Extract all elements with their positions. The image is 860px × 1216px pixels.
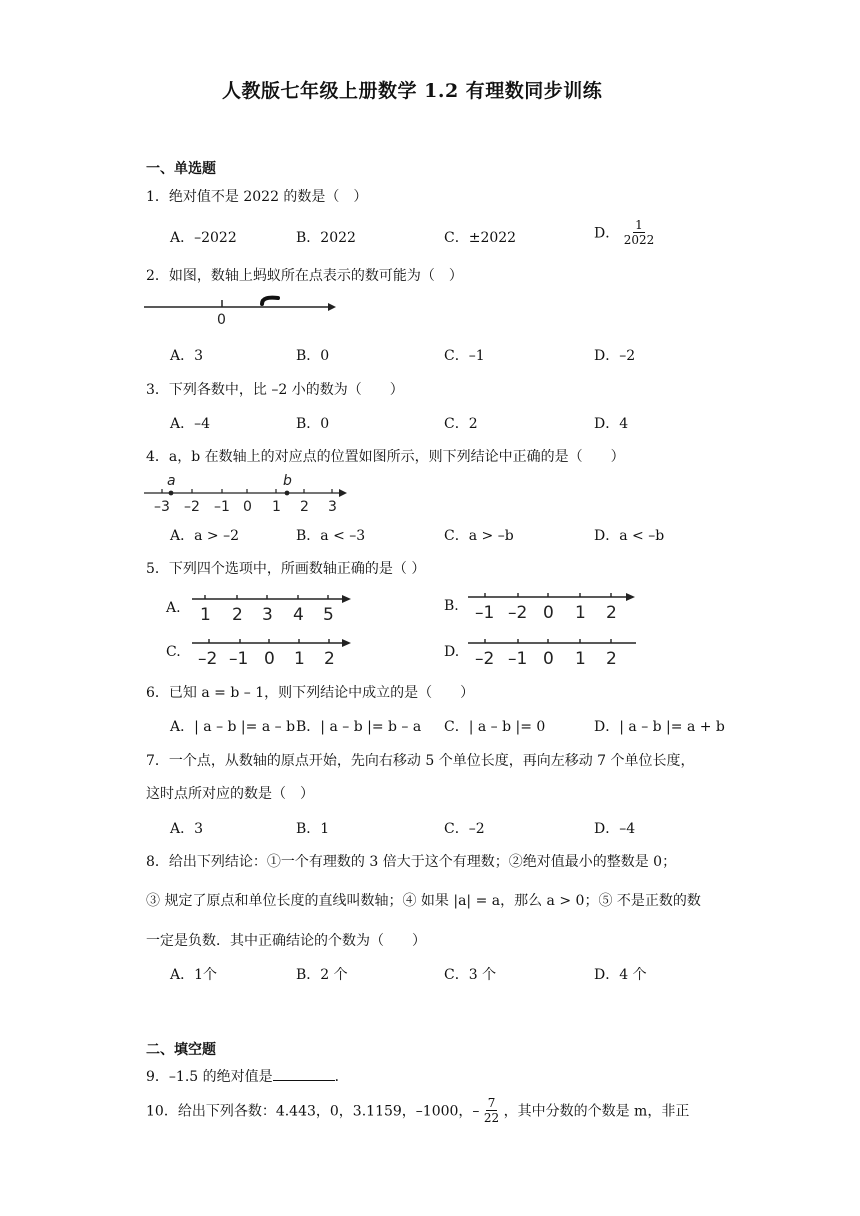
q4-option-b: B．a < –3 bbox=[296, 528, 366, 544]
q3-option-d: D．4 bbox=[594, 416, 629, 432]
question-10-suffix: ，其中分数的个数是 m，非正 bbox=[503, 1103, 690, 1120]
q5-option-a-label: A. bbox=[166, 600, 181, 616]
q2-axis-zero-label: 0 bbox=[217, 312, 226, 328]
question-5-text: 5．下列四个选项中，所画数轴正确的是（ ） bbox=[146, 561, 426, 577]
tick-label: –2 bbox=[508, 603, 528, 622]
q2-option-c: C．–1 bbox=[444, 348, 485, 364]
q6-option-b: B．| a – b |= b – a bbox=[296, 719, 422, 735]
question-7-text-line-1: 7．一个点，从数轴的原点开始，先向右移动 5 个单位长度，再向左移动 7 个单位长度， bbox=[146, 753, 695, 769]
q2-option-d: D．–2 bbox=[594, 348, 636, 364]
q5-option-c-label: C. bbox=[166, 644, 181, 660]
tick-label: –3 bbox=[154, 499, 170, 515]
question-2-text: 2．如图，数轴上蚂蚁所在点表示的数可能为（ ） bbox=[146, 268, 463, 284]
question-8-line-1: 8．给出下列结论：①一个有理数的 3 倍大于这个有理数；②绝对值最小的整数是 0； bbox=[146, 854, 677, 870]
q7-option-b: B．1 bbox=[296, 821, 330, 837]
tick-label: –2 bbox=[198, 649, 218, 668]
q3-option-c: C．2 bbox=[444, 416, 478, 432]
q2-option-a: A．3 bbox=[170, 348, 204, 364]
answer-blank[interactable] bbox=[273, 1068, 335, 1081]
tick-label: 1 bbox=[575, 649, 586, 668]
q7-option-d: D．–4 bbox=[594, 821, 636, 837]
tick-label: –1 bbox=[214, 499, 230, 515]
tick-label: 0 bbox=[543, 649, 554, 668]
q4-option-d: D．a < –b bbox=[594, 528, 665, 544]
tick-label: 1 bbox=[272, 499, 281, 515]
q3-option-b: B．0 bbox=[296, 416, 330, 432]
q5-option-a-number-line bbox=[192, 590, 357, 624]
q5-option-c-number-line bbox=[192, 634, 357, 668]
fraction-denominator: 2022 bbox=[623, 233, 655, 247]
q6-option-c: C．| a – b |= 0 bbox=[444, 719, 546, 735]
fraction-denominator: 22 bbox=[483, 1111, 500, 1125]
q7-option-a: A．3 bbox=[170, 821, 204, 837]
tick-label: 2 bbox=[324, 649, 335, 668]
section-heading-single-choice: 一、单选题 bbox=[146, 161, 216, 177]
q6-option-d: D．| a – b |= a + b bbox=[594, 719, 725, 735]
question-9 bbox=[146, 1066, 349, 1086]
q4-option-c: C．a > –b bbox=[444, 528, 514, 544]
q1-option-c: C．±2022 bbox=[444, 230, 517, 246]
q3-option-a: A．–4 bbox=[170, 416, 211, 432]
question-10 bbox=[146, 1096, 689, 1125]
q6-option-a: A．| a – b |= a – b bbox=[170, 719, 296, 735]
q2-option-b: B．0 bbox=[296, 348, 330, 364]
q10-fraction bbox=[484, 1096, 499, 1125]
tick-label: 1 bbox=[575, 603, 586, 622]
tick-label: 2 bbox=[300, 499, 309, 515]
q4-number-line bbox=[144, 472, 354, 516]
question-3-text: 3．下列各数中，比 –2 小的数为（ ） bbox=[146, 382, 404, 398]
question-1-text: 1．绝对值不是 2022 的数是（ ） bbox=[146, 189, 368, 205]
tick-label: 2 bbox=[232, 605, 243, 624]
ant-icon bbox=[262, 298, 278, 304]
q8-option-d: D．4 个 bbox=[594, 967, 647, 983]
tick-label: –2 bbox=[184, 499, 200, 515]
q4-option-a: A．a > –2 bbox=[170, 528, 239, 544]
question-9-suffix: ． bbox=[334, 1069, 349, 1085]
fraction-numerator: 1 bbox=[635, 218, 643, 232]
tick-label: –1 bbox=[508, 649, 528, 668]
tick-label: 5 bbox=[323, 605, 334, 624]
page-title: 人教版七年级上册数学 1.2 有理数同步训练 bbox=[222, 80, 603, 102]
q8-option-c: C．3 个 bbox=[444, 967, 497, 983]
tick-label: 0 bbox=[243, 499, 252, 515]
tick-label: 2 bbox=[606, 649, 617, 668]
tick-label: –2 bbox=[475, 649, 495, 668]
tick-label: –1 bbox=[475, 603, 495, 622]
q8-option-a: A．1个 bbox=[170, 967, 218, 983]
q1-option-d-prefix: D． bbox=[594, 225, 620, 242]
q5-option-d-label: D. bbox=[444, 644, 460, 660]
q1-option-d-fraction bbox=[624, 218, 655, 247]
point-b-label: b bbox=[283, 473, 292, 489]
question-4-text: 4．a，b 在数轴上的对应点的位置如图所示，则下列结论中正确的是（ ） bbox=[146, 449, 625, 465]
q5-option-b-number-line bbox=[468, 588, 640, 622]
question-8-line-3: 一定是负数．其中正确结论的个数为（ ） bbox=[146, 933, 426, 949]
tick-label: –1 bbox=[229, 649, 249, 668]
q1-option-a: A．–2022 bbox=[170, 230, 237, 246]
point-a-label: a bbox=[167, 473, 176, 489]
tick-label: 2 bbox=[606, 603, 617, 622]
q7-option-c: C．–2 bbox=[444, 821, 485, 837]
q8-option-b: B．2 个 bbox=[296, 967, 348, 983]
section-heading-fill-blank: 二、填空题 bbox=[146, 1042, 216, 1058]
tick-label: 0 bbox=[264, 649, 275, 668]
question-9-prefix: 9．–1.5 的绝对值是 bbox=[146, 1069, 273, 1085]
q5-option-d-number-line bbox=[468, 634, 640, 668]
question-8-line-2: ③ 规定了原点和单位长度的直线叫数轴；④ 如果 |a| = a，那么 a > 0；⑤ 不是正数的数 bbox=[146, 893, 701, 909]
q1-option-d bbox=[594, 218, 654, 247]
q5-option-b-label: B. bbox=[444, 598, 459, 614]
q2-number-line bbox=[144, 294, 344, 330]
tick-label: 3 bbox=[328, 499, 337, 515]
tick-label: 1 bbox=[200, 605, 211, 624]
question-10-prefix: 10．给出下列各数：4.443，0，3.1159，–1000，– bbox=[146, 1103, 480, 1120]
q1-option-b: B．2022 bbox=[296, 230, 356, 246]
tick-label: 1 bbox=[294, 649, 305, 668]
tick-label: 4 bbox=[293, 605, 304, 624]
fraction-numerator: 7 bbox=[487, 1096, 496, 1110]
tick-label: 0 bbox=[543, 603, 554, 622]
question-6-text: 6．已知 a = b – 1，则下列结论中成立的是（ ） bbox=[146, 685, 475, 701]
question-7-text-line-2: 这时点所对应的数是（ ） bbox=[146, 786, 314, 802]
tick-label: 3 bbox=[262, 605, 273, 624]
